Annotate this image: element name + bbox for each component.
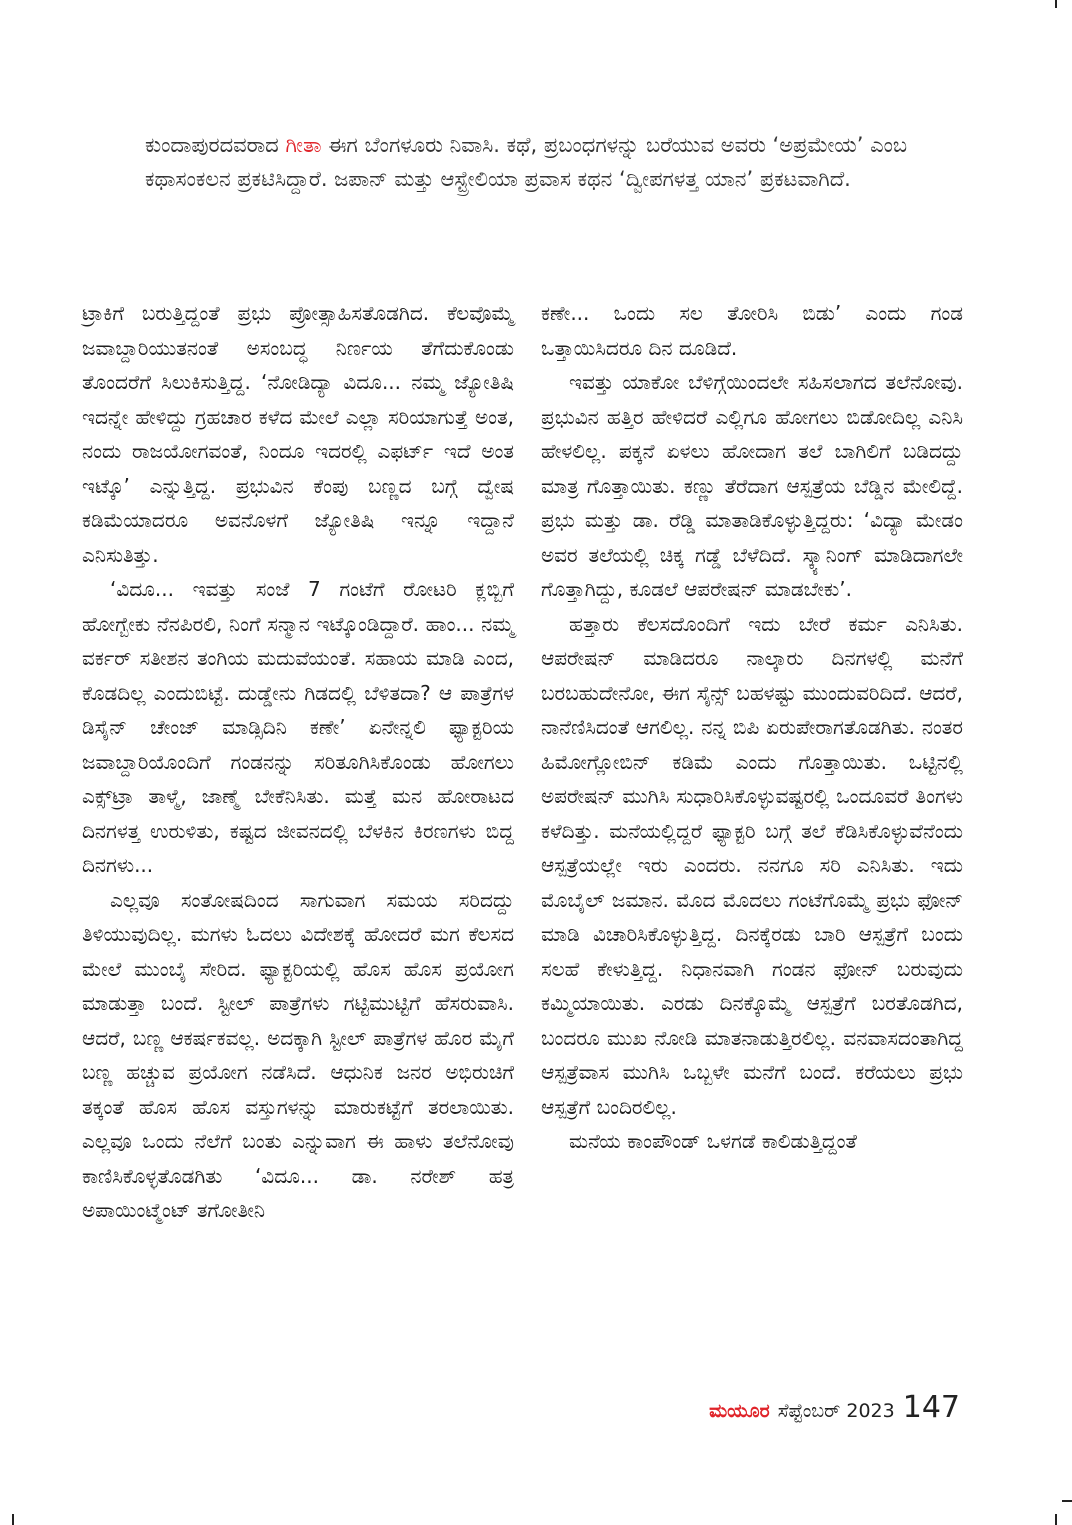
page-footer	[709, 1390, 960, 1425]
page-number: 147	[902, 1390, 960, 1425]
crop-mark	[12, 1514, 14, 1525]
crop-mark	[1055, 0, 1057, 8]
left-column	[82, 296, 514, 1228]
paragraph: ಹತ್ತಾರು ಕೆಲಸದೊಂದಿಗೆ ಇದು ಬೇರೆ ಕರ್ಮ ಎನಿಸಿತು. ಆಪರೇಷನ್ ಮಾಡಿದರೂ ನಾಲ್ಕಾರು ದಿನಗಳಲ್ಲಿ ಮನೆಗೆ ಬರಬಹುದೇನೋ, ಈಗ ಸೈನ್ಸ್ ಬಹಳಷ್ಟು ಮುಂದುವರಿದಿದೆ. ಆದರೆ, ನಾನೆಣಿಸಿದಂತೆ ಆಗಲಿಲ್ಲ. ನನ್ನ ಬಿಪಿ ಏರುಪೇರಾಗತೊಡಗಿತು. ನಂತರ ಹಿಮೋಗ್ಲೋಬಿನ್ ಕಡಿಮೆ ಎಂದು ಗೊತ್ತಾಯಿತು. ಒಟ್ಟಿನಲ್ಲಿ ಅಪರೇಷನ್ ಮುಗಿಸಿ ಸುಧಾರಿಸಿಕೊಳ್ಳುವಷ್ಟರಲ್ಲಿ ಒಂದೂವರೆ ತಿಂಗಳು ಕಳೆದಿತ್ತು. ಮನೆಯಲ್ಲಿದ್ದರೆ ಫ್ಯಾಕ್ಟರಿ ಬಗ್ಗೆ ತಲೆ ಕೆಡಿಸಿಕೊಳ್ಳುವೆನೆಂದು ಆಸ್ಪತ್ರೆಯಲ್ಲೇ ಇರು ಎಂದರು. ನನಗೂ ಸರಿ ಎನಿಸಿತು. ಇದು ಮೊಬೈಲ್ ಜಮಾನ. ಮೊದ ಮೊದಲು ಗಂಟೆಗೊಮ್ಮೆ ಪ್ರಭು ಫೋನ್ ಮಾಡಿ ವಿಚಾರಿಸಿಕೊಳ್ಳುತ್ತಿದ್ದ. ದಿನಕ್ಕೆರಡು ಬಾರಿ ಆಸ್ಪತ್ರೆಗೆ ಬಂದು ಸಲಹೆ ಕೇಳುತ್ತಿದ್ದ. ನಿಧಾನವಾಗಿ ಗಂಡನ ಫೋನ್ ಬರುವುದು ಕಮ್ಮಿಯಾಯಿತು. ಎರಡು ದಿನಕ್ಕೊಮ್ಮೆ ಆಸ್ಪತ್ರೆಗೆ ಬರತೊಡಗಿದ, ಬಂದರೂ ಮುಖ ನೋಡಿ ಮಾತನಾಡುತ್ತಿರಲಿಲ್ಲ. ವನವಾಸದಂತಾಗಿದ್ದ ಆಸ್ಪತ್ರೆವಾಸ ಮುಗಿಸಿ ಒಬ್ಬಳೇ ಮನೆಗೆ ಬಂದೆ. ಕರೆಯಲು ಪ್ರಭು ಆಸ್ಪತ್ರೆಗೆ ಬಂದಿರಲಿಲ್ಲ.	[541, 611, 963, 1119]
paragraph: ಇವತ್ತು ಯಾಕೋ ಬೆಳಿಗ್ಗೆಯಿಂದಲೇ ಸಹಿಸಲಾಗದ ತಲೆನೋವು. ಪ್ರಭುವಿನ ಹತ್ತಿರ ಹೇಳಿದರೆ ಎಲ್ಲಿಗೂ ಹೋಗಲು ಬಿಡೋದಿಲ್ಲ ಎನಿಸಿ ಹೇಳಲಿಲ್ಲ. ಪಕ್ಕನೆ ಏಳಲು ಹೋದಾಗ ತಲೆ ಬಾಗಿಲಿಗೆ ಬಡಿದದ್ದು ಮಾತ್ರ ಗೊತ್ತಾಯಿತು. ಕಣ್ಣು ತೆರೆದಾಗ ಆಸ್ಪತ್ರೆಯ ಬೆಡ್ಡಿನ ಮೇಲಿದ್ದೆ. ಪ್ರಭು ಮತ್ತು ಡಾ. ರೆಡ್ಡಿ ಮಾತಾಡಿಕೊಳ್ಳುತ್ತಿದ್ದರು: ‘ವಿದ್ಯಾ ಮೇಡಂ ಅವರ ತಲೆಯಲ್ಲಿ ಚಿಕ್ಕ ಗಡ್ಡೆ ಬೆಳೆದಿದೆ. ಸ್ಕ್ಯಾನಿಂಗ್ ಮಾಡಿದಾಗಲೇ ಗೊತ್ತಾಗಿದ್ದು, ಕೂಡಲೆ ಆಪರೇಷನ್ ಮಾಡಬೇಕು’.	[541, 370, 963, 601]
author-bio-text: ಕುಂದಾಪುರದವರಾದ	[145, 133, 286, 157]
author-bio	[145, 128, 935, 196]
right-column	[541, 296, 963, 1159]
author-name: ಗೀತಾ	[285, 133, 322, 157]
crop-mark	[1055, 1514, 1057, 1525]
crop-mark	[1062, 1500, 1072, 1502]
magazine-logo: ಮಯೂರ	[709, 1400, 770, 1422]
paragraph: ಎಲ್ಲವೂ ಸಂತೋಷದಿಂದ ಸಾಗುವಾಗ ಸಮಯ ಸರಿದದ್ದು ತಿಳಿಯುವುದಿಲ್ಲ. ಮಗಳು ಓದಲು ವಿದೇಶಕ್ಕೆ ಹೋದರೆ ಮಗ ಕೆಲಸದ ಮೇಲೆ ಮುಂಬೈ ಸೇರಿದ. ಫ್ಯಾಕ್ಟರಿಯಲ್ಲಿ ಹೊಸ ಹೊಸ ಪ್ರಯೋಗ ಮಾಡುತ್ತಾ ಬಂದೆ. ಸ್ಟೀಲ್ ಪಾತ್ರೆಗಳು ಗಟ್ಟಿಮುಟ್ಟಿಗೆ ಹೆಸರುವಾಸಿ. ಆದರೆ, ಬಣ್ಣ ಆಕರ್ಷಕವಲ್ಲ. ಅದಕ್ಕಾಗಿ ಸ್ಟೀಲ್ ಪಾತ್ರೆಗಳ ಹೊರ ಮೈಗೆ ಬಣ್ಣ ಹಚ್ಚುವ ಪ್ರಯೋಗ ನಡೆಸಿದೆ. ಆಧುನಿಕ ಜನರ ಅಭಿರುಚಿಗೆ ತಕ್ಕಂತೆ ಹೊಸ ಹೊಸ ವಸ್ತುಗಳನ್ನು ಮಾರುಕಟ್ಟೆಗೆ ತರಲಾಯಿತು. ಎಲ್ಲವೂ ಒಂದು ನೆಲೆಗೆ ಬಂತು ಎನ್ನುವಾಗ ಈ ಹಾಳು ತಲೆನೋವು ಕಾಣಿಸಿಕೊಳ್ಳತೊಡಗಿತು ‘ವಿದೂ... ಡಾ. ನರೇಶ್ ಹತ್ರ ಅಪಾಯಿಂಟ್ಮೆಂಟ್ ತಗೋತೀನಿ	[82, 887, 514, 1222]
paragraph: ಟ್ರಾಕಿಗೆ ಬರುತ್ತಿದ್ದಂತೆ ಪ್ರಭು ಪ್ರೋತ್ಸಾಹಿಸತೊಡಗಿದ. ಕೆಲವೊಮ್ಮೆ ಜವಾಬ್ದಾರಿಯುತನಂತೆ ಅಸಂಬದ್ಧ ನಿರ್ಣಯ ತೆಗೆದುಕೊಂಡು ತೊಂದರೆಗೆ ಸಿಲುಕಿಸುತ್ತಿದ್ದ. ‘ನೋಡಿದ್ಯಾ ವಿದೂ... ನಮ್ಮ ಜ್ಯೋತಿಷಿ ಇದನ್ನೇ ಹೇಳಿದ್ದು ಗ್ರಹಚಾರ ಕಳೆದ ಮೇಲೆ ಎಲ್ಲಾ ಸರಿಯಾಗುತ್ತೆ ಅಂತ, ನಂದು ರಾಜಯೋಗವಂತೆ, ನಿಂದೂ ಇದರಲ್ಲಿ ಎಫರ್ಟ್ ಇದೆ ಅಂತ ಇಟ್ಕೊ’ ಎನ್ನುತ್ತಿದ್ದ. ಪ್ರಭುವಿನ ಕೆಂಪು ಬಣ್ಣದ ಬಗ್ಗೆ ದ್ವೇಷ ಕಡಿಮೆಯಾದರೂ ಅವನೊಳಗೆ ಜ್ಯೋತಿಷಿ ಇನ್ನೂ ಇದ್ದಾನೆ ಎನಿಸುತಿತ್ತು.	[82, 301, 514, 567]
paragraph: ಮನೆಯ ಕಾಂಪೌಂಡ್ ಒಳಗಡೆ ಕಾಲಿಡುತ್ತಿದ್ದಂತೆ	[569, 1129, 857, 1153]
paragraph: ಕಣೇ... ಒಂದು ಸಲ ತೋರಿಸಿ ಬಿಡು’ ಎಂದು ಗಂಡ ಒತ್ತಾಯಿಸಿದರೂ ದಿನ ದೂಡಿದೆ.	[541, 301, 963, 360]
paragraph: ‘ವಿದೂ... ಇವತ್ತು ಸಂಜೆ 7 ಗಂಟೆಗೆ ರೋಟರಿ ಕ್ಲಬ್ಬಿಗೆ ಹೋಗ್ಬೇಕು ನೆನಪಿರಲಿ, ನಿಂಗೆ ಸನ್ಮಾನ ಇಟ್ಕೊಂಡಿದ್ದಾರೆ. ಹಾಂ... ನಮ್ಮ ವರ್ಕರ್ ಸತೀಶನ ತಂಗಿಯ ಮದುವೆಯಂತೆ. ಸಹಾಯ ಮಾಡಿ ಎಂದ, ಕೊಡದಿಲ್ಲ ಎಂದುಬಿಟ್ಟೆ. ದುಡ್ಡೇನು ಗಿಡದಲ್ಲಿ ಬೆಳಿತದಾ? ಆ ಪಾತ್ರೆಗಳ ಡಿಸೈನ್ ಚೇಂಜ್ ಮಾಡ್ಸಿದಿನಿ ಕಣೇ’ ಏನೇನ್ನಲಿ ಫ್ಯಾಕ್ಟರಿಯ ಜವಾಬ್ದಾರಿಯೊಂದಿಗೆ ಗಂಡನನ್ನು ಸರಿತೂಗಿಸಿಕೊಂಡು ಹೋಗಲು ಎಕ್ಸ್‌ಟ್ರಾ ತಾಳ್ಮೆ, ಜಾಣ್ಮೆ ಬೇಕೆನಿಸಿತು. ಮತ್ತೆ ಮನ ಹೋರಾಟದ ದಿನಗಳತ್ತ ಉರುಳಿತು, ಕಷ್ಟದ ಜೀವನದಲ್ಲಿ ಬೆಳಕಿನ ಕಿರಣಗಳು ಬಿದ್ದ ದಿನಗಳು...	[82, 577, 514, 877]
author-bio-text: ಈಗ ಬೆಂಗಳೂರು ನಿವಾಸಿ. ಕಥೆ, ಪ್ರಬಂಧಗಳನ್ನು ಬರೆಯುವ ಅವರು ‘ಅಪ್ರಮೇಯ’ ಎಂಬ ಕಥಾಸಂಕಲನ ಪ್ರಕಟಿಸಿದ್ದಾರೆ. ಜಪಾನ್ ಮತ್ತು ಆಸ್ಟ್ರೇಲಿಯಾ ಪ್ರವಾಸ ಕಥನ ‘ದ್ವೀಪಗಳತ್ತ ಯಾನ’ ಪ್ರಕಟವಾಗಿದೆ.	[145, 133, 908, 191]
issue-date: ಸೆಪ್ಟೆಂಬರ್ 2023	[777, 1400, 895, 1422]
